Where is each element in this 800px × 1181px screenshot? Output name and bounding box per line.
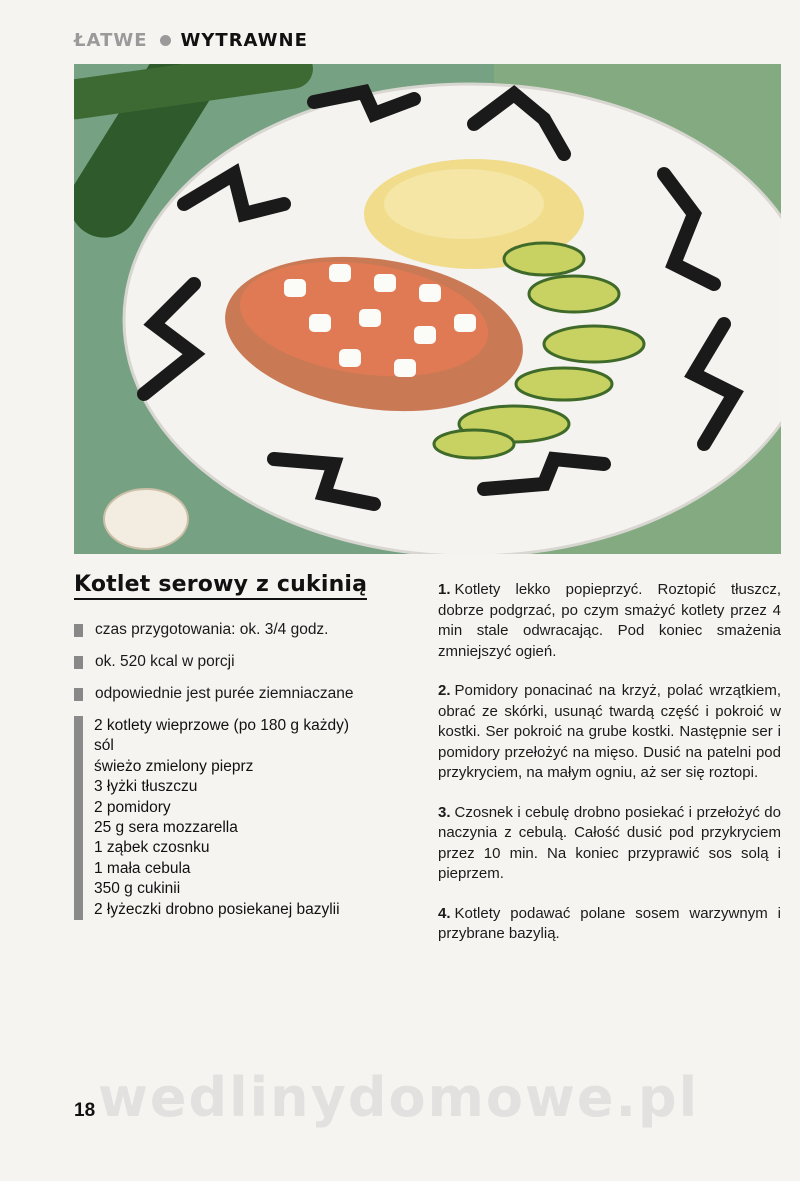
ingredient-item: sól — [94, 737, 114, 755]
ingredient-item: 25 g sera mozzarella — [94, 819, 238, 837]
instruction-step: 1. Kotlety lekko popieprzyć. Roztopić tłuszcz, dobrze podgrzać, po czym smażyć kotlety przez 4 min stale odwracając. Pod koniec smażenia zmniejszyć ogień. — [438, 581, 781, 660]
square-bullet-icon — [74, 656, 83, 669]
instructions — [438, 580, 781, 964]
ingredient-item: 2 kotlety wieprzowe (po 180 g każdy) — [94, 717, 350, 734]
info-item-kcal: ok. 520 kcal w porcji — [74, 646, 414, 678]
instruction-step: 3. Czosnek i cebulę drobno posiekać i przełożyć do naczynia z cebulą. Całość dusić pod przykryciem przez 10 min. Na koniec przyprawić sos solą i pieprzem. — [438, 803, 781, 882]
info-item-side: odpowiednie jest purée ziemniaczane — [74, 678, 414, 710]
page-header — [74, 30, 308, 51]
ingredient-item: 1 ząbek czosnku — [94, 839, 210, 857]
square-bullet-icon — [74, 688, 83, 701]
recipe-photo — [74, 64, 781, 554]
difficulty-label: ŁATWE — [74, 30, 148, 51]
square-bullet-icon — [74, 624, 83, 637]
recipe-info-list — [74, 614, 414, 710]
recipe-title: Kotlet serowy z cukinią — [74, 572, 367, 600]
info-item-time: czas przygotowania: ok. 3/4 godz. — [74, 614, 414, 646]
separator-dot-icon — [160, 35, 171, 46]
ingredient-item: 2 pomidory — [94, 798, 171, 816]
instruction-step: 2. Pomidory ponacinać na krzyż, polać wrzątkiem, obrać ze skórki, usunąć twardą część i pokroić w kostki. Ser pokroić na grube kostki. Następnie ser i pomidory przełożyć na mięso. Dusić na patelni pod przykryciem, na małym ogniu, aż ser się roztopi. — [438, 682, 781, 781]
ingredient-item: 2 łyżeczki drobno posiekanej bazylii — [94, 900, 340, 918]
ingredient-item: 3 łyżki tłuszczu — [94, 778, 198, 796]
ingredient-item: 1 mała cebula — [94, 859, 191, 877]
page-number: 18 — [74, 1100, 96, 1121]
dish-type-label: WYTRAWNE — [180, 30, 308, 51]
ingredient-item: świeżo zmielony pieprz — [94, 757, 254, 775]
ingredient-item: 350 g cukinii — [94, 880, 181, 898]
instruction-step: 4. Kotlety podawać polane sosem warzywnym i przybrane bazylią. — [438, 904, 781, 942]
ingredients-list — [74, 716, 434, 920]
watermark-text: wedlinydomowe.pl — [98, 1066, 700, 1129]
